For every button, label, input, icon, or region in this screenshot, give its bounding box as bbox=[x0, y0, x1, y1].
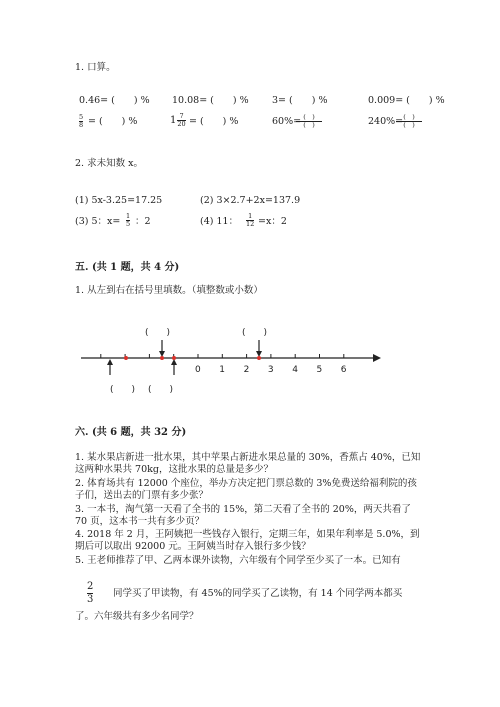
question-line: 5. 王老师推荐了甲、乙两本课外读物，六年级有个同学至少买了一本。已知有 bbox=[75, 555, 401, 566]
tick-label: 1 bbox=[219, 365, 226, 375]
number-line-labels bbox=[195, 365, 347, 375]
question-text: 同学买了甲读物，有 45%的同学买了乙读物，有 14 个同学两本都买 bbox=[113, 588, 403, 599]
tick-label: 2 bbox=[243, 365, 250, 375]
question-line: 期后可以取出 92000 元。王阿姨当时存入银行多少钱？ bbox=[75, 541, 311, 552]
tick-label: 0 bbox=[195, 365, 201, 375]
equation-item: =x：2 bbox=[258, 216, 287, 227]
mental-calc-item: 3= ( ) % bbox=[272, 95, 328, 106]
marked-point bbox=[124, 356, 128, 360]
marked-point bbox=[172, 356, 176, 360]
tick-label: 6 bbox=[340, 365, 347, 375]
marked-point bbox=[257, 356, 261, 360]
section1-heading: 1. 口算。 bbox=[75, 62, 116, 73]
question-line: 4. 2018 年 2 月，王阿姨把一些钱存入银行，定期三年，如果年利率是 5.0%，到 bbox=[75, 529, 420, 540]
equation-item: (3) 5：x= bbox=[75, 216, 121, 227]
mental-calc-item: 0.46= ( ) % bbox=[79, 95, 150, 106]
mental-calc-item: 0.009= ( ) % bbox=[368, 95, 445, 106]
number-line-arrow bbox=[373, 354, 381, 362]
section5-heading: 五. (共 1 题，共 4 分) bbox=[75, 262, 180, 273]
fraction-5-8: 5 8 bbox=[79, 113, 84, 129]
fraction-1-5: 1 5 bbox=[126, 212, 131, 228]
mental-calc-item: = ( ) % bbox=[88, 116, 138, 127]
equation-item: (4) 11： bbox=[200, 216, 239, 227]
answer-paren: ( ) bbox=[148, 385, 174, 395]
equation-item: ：2 bbox=[135, 216, 151, 227]
mental-calc-item: 10.08= ( ) % bbox=[172, 95, 249, 106]
question-line: 1. 某水果店新进一批水果，其中苹果占新进水果总量的 30%，香蕉占 40%，已知 bbox=[75, 452, 421, 463]
question-line: 2. 体育场共有 12000 个座位，举办方决定把门票总数的 3%免费送给福利院的孩 bbox=[75, 478, 417, 489]
question-line: 3. 一本书，淘气第一天看了全书的 15%，第二天看了全书的 20%，两天共看了 bbox=[75, 504, 411, 515]
fraction-2-3: 2 3 bbox=[87, 581, 94, 605]
mental-calc-item: 60%= bbox=[272, 116, 302, 127]
number-line bbox=[75, 320, 385, 400]
blank-fraction: ( ) ( ) bbox=[396, 114, 422, 129]
answer-paren: ( ) bbox=[242, 328, 268, 338]
tick-label: 3 bbox=[267, 365, 274, 375]
marked-point bbox=[160, 356, 164, 360]
blank-fraction: ( ) ( ) bbox=[296, 114, 322, 129]
up-arrow-head bbox=[107, 359, 113, 365]
question-line: 子们，送出去的门票有多少张？ bbox=[75, 490, 209, 501]
question-text: 了。六年级共有多少名同学？ bbox=[75, 611, 199, 622]
section6-heading: 六. (共 6 题，共 32 分) bbox=[75, 427, 187, 438]
section2-heading: 2. 求未知数 x。 bbox=[75, 158, 143, 169]
mixed-number-1-7-20: 1 $\frac{7}{20}$ bbox=[170, 112, 186, 128]
question-text: 1. 从左到右在括号里填数。（填整数或小数） bbox=[75, 285, 263, 296]
equation-item: (2) 3×2.7+2x=137.9 bbox=[200, 195, 301, 206]
fraction-1-12: 1 12 bbox=[246, 212, 255, 228]
mental-calc-item: = ( ) % bbox=[189, 116, 239, 127]
equation-item: (1) 5x-3.25=17.25 bbox=[75, 195, 163, 206]
answer-paren: ( ) bbox=[110, 385, 136, 395]
number-line-ticks bbox=[101, 354, 344, 358]
question-line: 这两种水果共 70kg，这批水果的总量是多少？ bbox=[75, 464, 273, 475]
mental-calc-item: 240%= bbox=[368, 116, 404, 127]
tick-label: 4 bbox=[292, 365, 298, 375]
question-line: 70 页，这本书一共有多少页？ bbox=[75, 516, 205, 527]
answer-paren: ( ) bbox=[145, 328, 171, 338]
tick-label: 5 bbox=[316, 365, 323, 375]
